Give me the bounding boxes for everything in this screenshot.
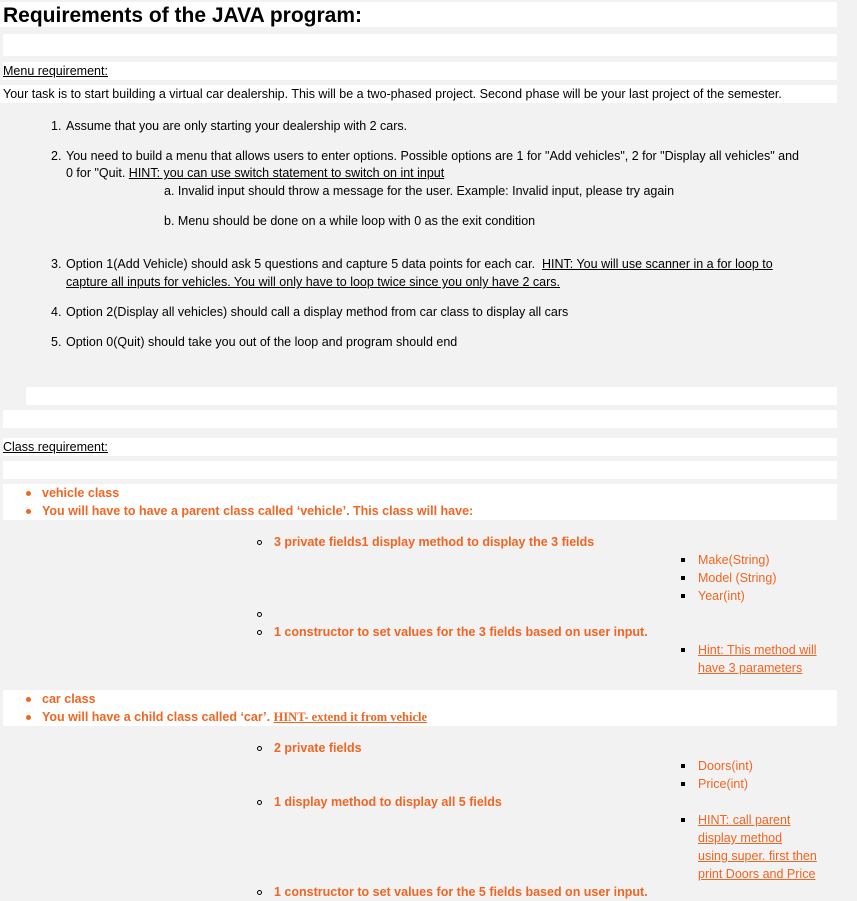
disc-bullet <box>26 491 31 496</box>
disc-bullet <box>26 697 31 702</box>
car-display-hint-3: using super. first then <box>698 849 817 863</box>
car-field-doors: Doors(int) <box>698 759 753 773</box>
car-fields-item: 2 private fields <box>274 741 362 755</box>
menu-item-1-num: 1. <box>51 119 62 133</box>
car-field-price: Price(int) <box>698 777 749 791</box>
circle-bullet <box>257 612 262 617</box>
car-display-hint-1: HINT: call parent <box>698 813 791 827</box>
sub-item-a-letter: a. <box>164 184 175 198</box>
menu-item-2-line2 <box>66 164 444 182</box>
sub-item-b <box>164 212 535 230</box>
menu-item-4-num: 4. <box>51 305 62 319</box>
sub-item-a-text: Invalid input should throw a message for the user. Example: Invalid input, please try again <box>177 184 675 198</box>
vehicle-constructor-item: 1 constructor to set values for the 3 fields based on user input. <box>274 625 648 639</box>
sub-item-b-text: Menu should be done on a while loop with 0 as the exit condition <box>177 214 536 228</box>
class-heading-band <box>3 438 837 456</box>
class-heading: Class requirement: <box>3 440 108 454</box>
menu-item-3-num: 3. <box>51 257 62 271</box>
menu-item-5-num: 5. <box>51 335 62 349</box>
square-bullet <box>681 576 685 580</box>
car-class-desc <box>42 708 427 726</box>
menu-item-1-text: Assume that you are only starting your dealership with 2 cars. <box>66 119 408 133</box>
square-bullet <box>681 764 685 768</box>
menu-heading-band <box>3 62 837 80</box>
vehicle-constructor-hint-1: Hint: This method will <box>698 643 817 657</box>
vehicle-class-name: vehicle class <box>42 486 120 500</box>
car-desc-plain: You will have a child class called ‘car’. <box>42 710 274 724</box>
square-bullet <box>681 558 685 562</box>
car-constructor-item: 1 constructor to set values for the 5 fields based on user input. <box>274 885 648 899</box>
vehicle-class-desc: You will have to have a parent class called ‘vehicle’. This class will have: <box>42 504 474 518</box>
circle-bullet <box>257 746 262 751</box>
menu-item-2-plain: 0 for "Quit. <box>66 166 129 180</box>
car-class-name: car class <box>42 692 96 706</box>
menu-item-3-line1 <box>66 255 773 273</box>
menu-item-5-text: Option 0(Quit) should take you out of the loop and program should end <box>66 335 458 349</box>
disc-bullet <box>26 715 31 720</box>
menu-item-4-text: Option 2(Display all vehicles) should call a display method from car class to display all cars <box>66 305 569 319</box>
vehicle-field-make: Make(String) <box>698 553 770 567</box>
disc-bullet <box>26 509 31 514</box>
page-title: Requirements of the JAVA program: <box>3 4 362 27</box>
menu-item-2-line1: You need to build a menu that allows users to enter options. Possible options are 1 for "Add vehicles", 2 for "Display all vehicles" and <box>66 149 799 163</box>
menu-heading: Menu requirement: <box>3 64 108 78</box>
blank-band <box>26 387 837 405</box>
sub-item-a <box>164 182 674 200</box>
sub-item-b-letter: b. <box>164 214 175 228</box>
vehicle-field-model: Model (String) <box>698 571 777 585</box>
vehicle-constructor-hint-2: have 3 parameters <box>698 661 803 675</box>
square-bullet <box>681 782 685 786</box>
car-display-item: 1 display method to display all 5 fields <box>274 795 502 809</box>
vehicle-field-year: Year(int) <box>698 589 745 603</box>
blank-band <box>3 461 837 479</box>
intro-text: Your task is to start building a virtual car dealership. This will be a two-phased project. Second phase will be your last project of the semester. <box>3 87 782 101</box>
menu-item-2-hint: HINT: you can use switch statement to switch on int input <box>128 166 445 180</box>
car-display-hint-4: print Doors and Price <box>698 867 816 881</box>
menu-item-3-hint: HINT: You will use scanner in a for loop to <box>542 257 773 271</box>
circle-bullet <box>257 540 262 545</box>
square-bullet <box>681 818 685 822</box>
circle-bullet <box>257 800 262 805</box>
menu-item-3-line2: capture all inputs for vehicles. You will only have to loop twice since you only have 2 cars. <box>66 275 561 289</box>
car-display-hint-2: display method <box>698 831 783 845</box>
square-bullet <box>681 594 685 598</box>
car-desc-hint: HINT- extend it from vehicle <box>273 710 428 724</box>
menu-item-3-plain: Option 1(Add Vehicle) should ask 5 questions and capture 5 data points for each car. <box>66 257 542 271</box>
menu-item-2-num: 2. <box>51 149 62 163</box>
circle-bullet <box>257 630 262 635</box>
circle-bullet <box>257 890 262 895</box>
blank-band <box>3 34 837 56</box>
blank-band <box>3 410 837 428</box>
square-bullet <box>681 648 685 652</box>
vehicle-fields-item: 3 private fields1 display method to display the 3 fields <box>274 535 595 549</box>
